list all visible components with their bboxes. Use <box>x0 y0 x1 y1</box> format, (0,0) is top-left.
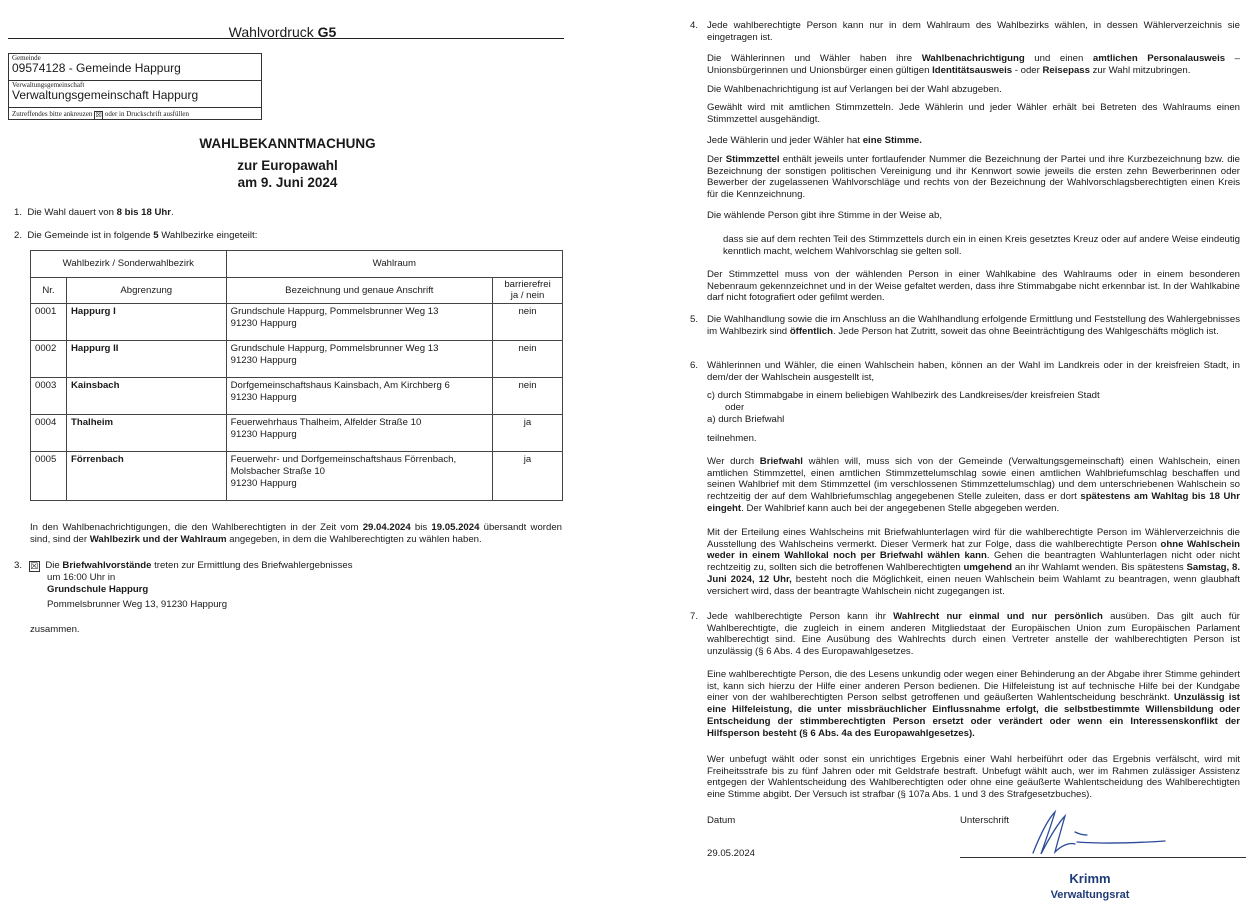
s4-p5 <box>707 135 1240 147</box>
cell-nr: 0005 <box>31 452 67 501</box>
section-number: 1. <box>14 207 23 218</box>
s5-c: . Jede Person hat Zutritt, soweit das ohne Beeinträchtigung des Wahlgeschäfts möglich ist. <box>832 325 1219 337</box>
signature-line <box>960 857 1246 858</box>
s6-option-c: c) durch Stimmabgabe in einem beliebigen Wahlbezirk des Landkreises/der kreisfreien Stadt <box>707 390 1100 401</box>
header-wahlraum: Wahlraum <box>226 251 562 278</box>
s7-p1c: ausüben. Das gilt auch für Wahlberechtigte, die zugleich in einem anderen Mitgliedstaat der Europäischen Union zum Europäischen Parlament wahlberechtigt sind. Eine Ausübung des Wahlrechts durch einen Vertreter anstelle der wahlberechtigten Person ist unzulässig (§ 6 Abs. 4 des Europawahlgesetzes. <box>707 611 1240 658</box>
cell-addr1: Grundschule Happurg, Pommelsbrunner Weg 13 <box>230 343 439 355</box>
s3-c: treten zur Ermittlung des Briefwahlergebnisses <box>151 560 353 571</box>
s6-oder: oder <box>725 402 745 413</box>
s2-text-c: Wahlbezirke eingeteilt: <box>158 230 258 241</box>
s1-hours: 8 bis 18 Uhr <box>116 207 171 218</box>
cell-nr: 0001 <box>31 304 67 341</box>
date-value: 29.05.2024 <box>707 848 756 859</box>
section-number: 4. <box>690 20 699 31</box>
notice-date-to: 19.05.2024 <box>431 522 480 533</box>
s7-p3: Wer unbefugt wählt oder sonst ein unrichtiges Ergebnis einer Wahl herbeiführt oder das Ergebnis verfälscht, wird mit Freiheitsstrafe bis zu fünf Jahren oder mit Geldstrafe bestraft. Unbefugt wählt auch, wer im Rahmen zulässiger Assistenz entgegen der Wahlentscheidung des Wahlberechtigten oder ohne eine geäußerte Wahlentscheidung des Wahlberechtigten eine Stimme abgibt. Der Versuch ist strafbar (§ 107a Abs. 1 und 3 des Strafgesetzbuches). <box>707 754 1240 801</box>
s4-p2h: Reisepass <box>1042 64 1090 76</box>
s6-p2c: wählen will, muss sich von der Gemeinde (Verwaltungsgemeinschaft) einen Wahlschein, einen amtlichen Stimmzettel, einen amtlichen Stimmzettelumschlag sowie einen amtlichen Wahlbriefumschlag beschaffen und seinen Wahlbrief mit dem Stimmzettel (im verschlossenen Stimmzettelumschlag) und dem unterschriebenen Wahlschein so rechtzeitig der auf dem Wahlbriefumschlag angegebenen Stelle zuleiten, dass er dort <box>707 456 1240 503</box>
section-number: 7. <box>690 611 699 622</box>
table-row <box>31 378 563 415</box>
s4-p2c: und einen <box>1024 53 1093 64</box>
election-name: zur Europawahl <box>237 158 338 173</box>
section-number: 3. <box>14 560 23 571</box>
s4-p6 <box>707 154 1240 201</box>
s5-b: öffentlich <box>789 325 833 337</box>
cell-addr1: Grundschule Happurg, Pommelsbrunner Weg 13 <box>230 306 439 318</box>
s6-p3b: ohne Wahlschein weder in einem Wahllokal noch per Briefwahl wählen kann <box>707 538 1240 562</box>
signer-name: Krimm <box>1069 871 1111 886</box>
vg-label: Verwaltungsgemeinschaft <box>12 81 85 89</box>
signature-label: Unterschrift <box>960 815 1010 826</box>
s7-p2 <box>707 669 1240 739</box>
s6-p3 <box>707 527 1240 597</box>
s3-a: Die <box>45 560 63 571</box>
cell-barrierefrei: nein <box>493 341 563 378</box>
s7-p2b: Unzulässig ist eine Hilfeleistung, die unter missbräuchlicher Einflussnahme erfolgt, die selbstbestimmte Willensbildung oder Entscheidung der stimmberechtigten Person ersetzt oder verändert oder wenn ein Interessenskonflikt der Hilfsperson besteht (§ 6 Abs. 4a des Europawahlgesetzes). <box>707 692 1240 739</box>
header-bezeichnung: Bezeichnung und genaue Anschrift <box>226 278 492 304</box>
notice-c: übersandt worden sind, sind der <box>30 522 562 545</box>
cell-nr: 0004 <box>31 415 67 452</box>
notice-date-from: 29.04.2024 <box>362 522 411 533</box>
cell-addr1: Feuerwehr- und Dorfgemeinschaftshaus Förrenbach, <box>230 454 457 466</box>
s6-p2 <box>707 456 1240 515</box>
table-row <box>31 415 563 452</box>
vg-box <box>8 80 262 107</box>
notice-bold: Wahlbezirk und der Wahlraum <box>89 533 227 545</box>
s5-a: Die Wahlhandlung sowie die im Anschluss an die Wahlhandlung erfolgende Ermittlung und Feststellung des Wahlergebnisses im Wahlbezirk sind <box>707 314 1240 337</box>
s6-p3c: . Gehen die beantragten Wahlunterlagen nicht oder nicht rechtzeitig zu, sollten sich die betroffenen Wahlberechtigten <box>707 550 1240 574</box>
form-code: G5 <box>317 24 337 40</box>
notice-a: In den Wahlbenachrichtigungen, die den Wahlberechtigten in der Zeit vom <box>30 522 363 533</box>
note-text-a: Zutreffendes bitte ankreuzen <box>12 110 93 118</box>
s6-p3e: an ihr Wahlamt wenden. Bis spätestens <box>1012 562 1187 574</box>
s6-p2b: Briefwahl <box>759 456 803 467</box>
cell-nr: 0003 <box>31 378 67 415</box>
cell-addr2: 91230 Happurg <box>230 391 297 403</box>
section-1 <box>14 207 174 219</box>
s4-p3: Die Wahlbenachrichtigung ist auf Verlangen bei der Wahl abzugeben. <box>707 84 1002 95</box>
fill-instruction <box>8 107 262 120</box>
s4-p2a: Die Wählerinnen und Wähler haben ihre <box>707 53 922 64</box>
s3-address: Pommelsbrunner Weg 13, 91230 Happurg <box>47 599 228 610</box>
header-barrierefrei-1: barrierefrei <box>504 279 551 290</box>
cell-name: Thalheim <box>70 417 114 429</box>
s4-p5a: Jede Wählerin und jeder Wähler hat <box>707 135 863 146</box>
s6-p3g: besteht noch die Möglichkeit, einen neuen Wahlschein beim Wahlamt zu beantragen, wenn glaubhaft versichert wird, dass der beantragte Wahlschein nicht zugegangen ist. <box>707 573 1240 597</box>
cell-name: Happurg II <box>70 343 119 355</box>
header-barrierefrei <box>493 278 563 304</box>
cell-addr2: 91230 Happurg <box>230 428 297 440</box>
note-text-b: oder in Druckschrift ausfüllen <box>104 110 190 118</box>
header-wahlbezirk: Wahlbezirk / Sonderwahlbezirk <box>31 251 227 278</box>
s4-p6a: Der <box>707 154 726 165</box>
s3-b: Briefwahlvorstände <box>62 560 152 571</box>
header-nr: Nr. <box>31 278 67 304</box>
s6-p2a: Wer durch <box>707 456 760 467</box>
cell-barrierefrei: ja <box>493 452 563 501</box>
cell-addr2: 91230 Happurg <box>230 354 297 366</box>
date-label: Datum <box>707 815 736 826</box>
s7-p1 <box>707 611 1240 658</box>
section-number: 2. <box>14 230 23 241</box>
s5-text <box>707 314 1240 337</box>
s4-p2i: zur Wahl mitzubringen. <box>1089 64 1191 76</box>
cell-barrierefrei: nein <box>493 304 563 341</box>
s4-p2f: Identitätsausweis <box>932 64 1013 76</box>
cell-addr2: Molsbacher Straße 10 <box>230 465 325 477</box>
notice-e: angegeben, in dem die Wahlberechtigten zu wählen haben. <box>226 533 482 545</box>
title-rule <box>8 38 564 39</box>
s6-p3f: Samstag, 8. Juni 2024, 12 Uhr, <box>707 562 1241 585</box>
s1-text-c: . <box>170 207 174 218</box>
gemeinde-value: 09574128 - Gemeinde Happurg <box>12 61 181 75</box>
s6-option-a: a) durch Briefwahl <box>707 414 785 425</box>
table-row <box>31 341 563 378</box>
s6-teilnehmen: teilnehmen. <box>707 433 757 444</box>
handwritten-signature <box>1025 808 1185 858</box>
s2-text-a: Die Gemeinde ist in folgende <box>27 230 154 241</box>
cell-addr1: Dorfgemeinschaftshaus Kainsbach, Am Kirchberg 6 <box>230 380 450 392</box>
wahlbezirk-table <box>30 250 563 501</box>
section-3 <box>14 560 353 572</box>
s3-end: zusammen. <box>30 624 80 635</box>
s4-p8: dass sie auf dem rechten Teil des Stimmzettels durch ein in einen Kreis gesetztes Kreuz oder auf andere Weise eindeutig kenntlich macht, welchem Wahlvorschlag sie gelten soll. <box>723 234 1240 257</box>
election-date: am 9. Juni 2024 <box>237 175 338 190</box>
s4-p2d: amtlichen Personalausweis <box>1092 53 1226 64</box>
s4-p4: Gewählt wird mit amtlichen Stimmzetteln. Jede Wählerin und jeder Wähler erhält bei Betreten des Wahlraums einen Stimmzettel ausgehändigt. <box>707 102 1240 125</box>
s4-p5b: eine Stimme. <box>862 135 922 146</box>
cell-addr1: Feuerwehrhaus Thalheim, Alfelder Straße 10 <box>230 417 422 429</box>
notice-b: bis <box>410 522 432 533</box>
s7-p2a: Eine wahlberechtigte Person, die des Lesens unkundig oder wegen einer Behinderung an der Abgabe ihrer Stimme gehindert ist, kann sich hierzu der Hilfe einer anderen Person bedienen. Die Hilfeleistung ist auf technische Hilfe bei der Kundgabe einer von der wahlberechtigten Person selbst getroffenen und geäußerten Wahlentscheidung beschränkt. <box>707 669 1240 704</box>
cell-barrierefrei: nein <box>493 378 563 415</box>
section-number: 5. <box>690 314 699 325</box>
s1-text-a: Die Wahl dauert von <box>27 207 117 218</box>
section-number: 6. <box>690 360 699 371</box>
s7-p1a: Jede wahlberechtigte Person kann ihr <box>707 611 894 622</box>
table-row <box>31 452 563 501</box>
vg-value: Verwaltungsgemeinschaft Happurg <box>12 88 199 102</box>
s3-time: um 16:00 Uhr in <box>47 572 116 583</box>
s3-place: Grundschule Happurg <box>47 584 149 595</box>
s4-p9: Der Stimmzettel muss von der wählenden Person in einer Wahlkabine des Wahlraums oder in einem besonderen Nebenraum gekennzeichnet und in der Weise gefaltet werden, dass ihre Stimmabgabe nicht erkennbar ist. In der Wahlkabine darf nicht fotografiert oder gefilmt werden. <box>707 269 1240 304</box>
s4-p2e: – Unionsbürgerinnen und Unionsbürger einen gültigen <box>707 53 1240 76</box>
signer-role: Verwaltungsrat <box>1050 889 1130 901</box>
cell-name: Kainsbach <box>70 380 120 392</box>
gemeinde-label: Gemeinde <box>12 54 41 62</box>
cell-nr: 0002 <box>31 341 67 378</box>
s4-p1: Jede wahlberechtigte Person kann nur in dem Wahlraum des Wahlbezirks wählen, in dessen Wählerverzeichnis sie eingetragen ist. <box>707 20 1240 43</box>
s4-p2 <box>707 53 1240 76</box>
header-abgrenzung: Abgrenzung <box>66 278 226 304</box>
table-row <box>31 304 563 341</box>
s2-count: 5 <box>153 230 159 241</box>
s7-p1b: Wahlrecht nur einmal und nur persönlich <box>893 611 1103 622</box>
s4-p6b: Stimmzettel <box>725 154 780 165</box>
cell-name: Förrenbach <box>70 454 124 466</box>
section-2 <box>14 230 257 242</box>
notice-paragraph <box>30 522 562 545</box>
s6-p2e: . Der Wahlbrief kann auch bei der angegebenen Stelle abgegeben werden. <box>741 502 1060 514</box>
cell-addr3: 91230 Happurg <box>230 477 297 489</box>
s4-p2g: - oder <box>1012 64 1043 76</box>
form-title-prefix: Wahlvordruck <box>228 24 314 40</box>
s6-p1: Wählerinnen und Wähler, die einen Wahlschein haben, können an der Wahl im Landkreis oder in der kreisfreien Stadt, in dem/der der Wahlschein ausgestellt ist, <box>707 360 1240 383</box>
s4-p2b: Wahlbenachrichtigung <box>921 53 1025 64</box>
s6-p3d: umgehend <box>963 562 1012 574</box>
gemeinde-box <box>8 53 262 80</box>
cell-name: Happurg I <box>70 306 116 318</box>
checked-box-icon: ☒ <box>95 111 102 119</box>
cell-addr2: 91230 Happurg <box>230 317 297 329</box>
checked-box-icon: ☒ <box>30 561 39 571</box>
page-title: WAHLBEKANNTMACHUNG <box>199 136 376 151</box>
s6-p2d: spätestens am Wahltag bis 18 Uhr eingeht <box>707 491 1240 514</box>
header-barrierefrei-2: ja / nein <box>510 289 545 301</box>
s4-p7: Die wählende Person gibt ihre Stimme in der Weise ab, <box>707 210 942 221</box>
cell-barrierefrei: ja <box>493 415 563 452</box>
s4-p6c: enthält jeweils unter fortlaufender Nummer die Bezeichnung der Partei und ihre Kurzbezeichnung bzw. die Bezeichnung der sonstigen politischen Vereinigung und ihr Kennwort sowie jeweils die ersten zehn Bewerberinnen oder Bewerber der zugelassenen Wahlvorschläge und rechts von der Bezeichnung der Wahlvorschlagsberechtigten einen Kreis für die Kennzeichnung. <box>707 154 1241 201</box>
s6-p3a: Mit der Erteilung eines Wahlscheins mit Briefwahlunterlagen wird für die wahlberechtigte Person im Wählerverzeichnis die Ausstellung des Wahlscheins vermerkt. Dieser Vermerk hat zur Folge, dass die wahlberechtigte Person <box>707 527 1240 550</box>
